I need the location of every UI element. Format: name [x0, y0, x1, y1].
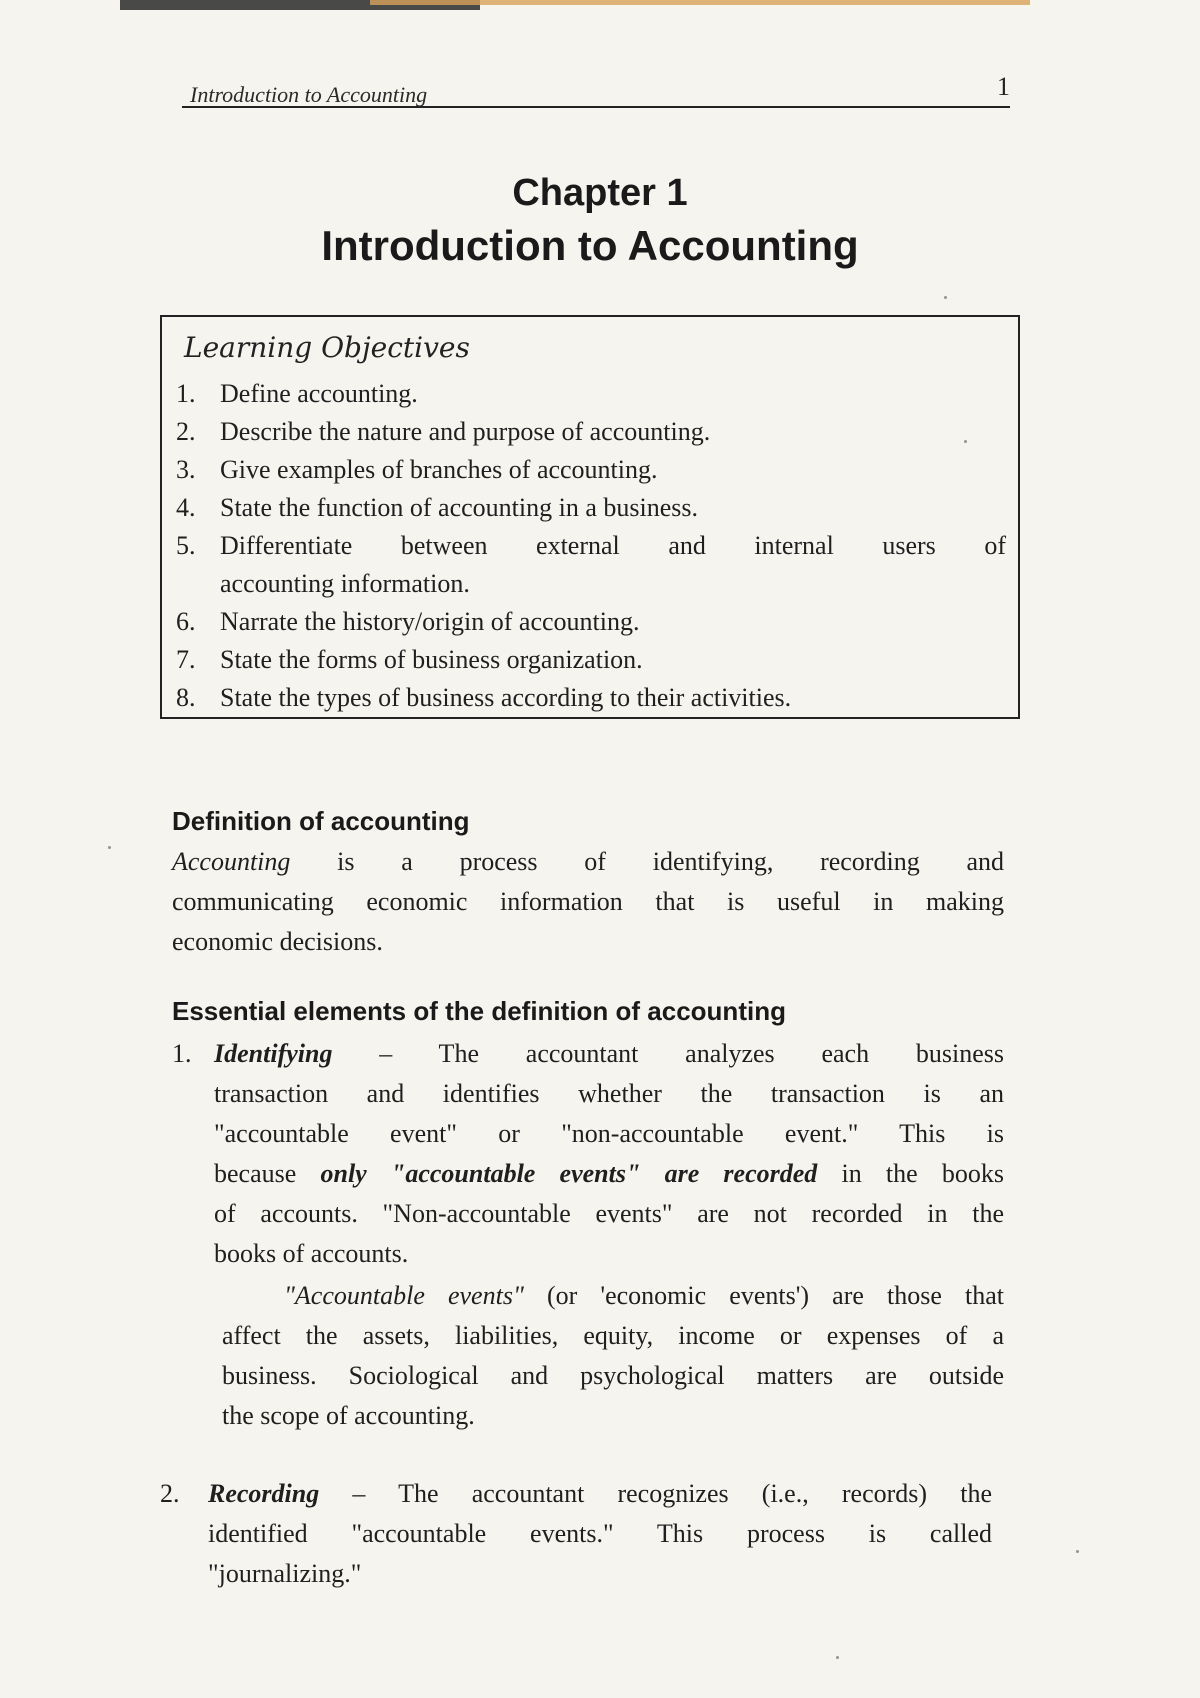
objective-number: 6.	[176, 607, 196, 636]
chapter-label: Chapter 1	[512, 172, 688, 214]
objective-number: 4.	[176, 493, 196, 522]
note-line	[222, 1276, 1004, 1316]
note-text: (or 'economic events') are those that	[523, 1281, 1004, 1310]
element-line	[214, 1154, 1004, 1194]
element-number: 2.	[160, 1479, 180, 1508]
element-line: books of accounts.	[214, 1239, 409, 1268]
objective-item	[176, 641, 1006, 679]
objective-number: 2.	[176, 417, 196, 446]
objective-text: Define accounting.	[220, 379, 418, 408]
element-text: – The accountant recognizes (i.e., records) the	[319, 1479, 992, 1508]
element-line: "journalizing."	[208, 1559, 362, 1588]
objective-text: State the function of accounting in a business.	[220, 493, 699, 522]
objective-item	[176, 413, 1006, 451]
objective-number: 8.	[176, 683, 196, 712]
running-header	[182, 72, 1010, 108]
note-line: the scope of accounting.	[222, 1401, 475, 1430]
definition-text: is a process of identifying, recording and	[290, 847, 1004, 876]
element-text: because	[214, 1159, 321, 1188]
element-line: identified "accountable events." This process is called	[208, 1519, 992, 1548]
objective-number: 5.	[176, 531, 196, 560]
definition-line	[172, 842, 1004, 882]
learning-objectives-box	[160, 315, 1020, 719]
objective-text-line: accounting information.	[220, 569, 470, 598]
running-title: Introduction to Accounting	[190, 82, 428, 107]
definition-line: economic decisions.	[172, 927, 383, 956]
element-line	[208, 1474, 992, 1514]
element-body	[214, 1034, 1004, 1274]
element-line: transaction and identifies whether the transaction is an	[214, 1079, 1004, 1108]
objectives-list	[176, 375, 1006, 717]
objective-item	[176, 375, 1006, 413]
objective-text: State the types of business according to their activities.	[220, 683, 792, 712]
scan-speck	[964, 440, 967, 443]
accountable-events-term: "Accountable events"	[284, 1281, 524, 1310]
element-line	[214, 1034, 1004, 1074]
objective-item	[176, 489, 1006, 527]
objective-text: Describe the nature and purpose of accounting.	[220, 417, 711, 446]
element-line: "accountable event" or "non-accountable event." This is	[214, 1119, 1004, 1148]
identifying-term: Identifying	[214, 1039, 333, 1068]
definition-heading: Definition of accounting	[172, 806, 470, 836]
objective-text-line: Differentiate between external and internal users of	[220, 531, 1006, 560]
element-text: – The accountant analyzes each business	[332, 1039, 1004, 1068]
scan-speck	[1076, 1550, 1079, 1553]
objective-text: Give examples of branches of accounting.	[220, 455, 658, 484]
element-line: of accounts. "Non-accountable events" are not recorded in the	[214, 1199, 1004, 1228]
element-text: in the books	[817, 1159, 1004, 1188]
objective-item	[176, 527, 1006, 603]
page-number: 1	[997, 72, 1010, 101]
definition-paragraph	[172, 842, 1004, 962]
chapter-title: Introduction to Accounting	[321, 222, 859, 269]
objective-item	[176, 603, 1006, 641]
emphasis-text: only "accountable events" are recorded	[320, 1159, 818, 1188]
objective-number: 1.	[176, 379, 196, 408]
accountable-events-note	[222, 1276, 1004, 1436]
objective-item	[176, 679, 1006, 717]
scan-speck	[836, 1656, 839, 1659]
objectives-heading: Learning Objectives	[184, 331, 470, 364]
definition-line: communicating economic information that is useful in making	[172, 887, 1004, 916]
elements-heading: Essential elements of the definition of accounting	[172, 996, 786, 1026]
objective-item	[176, 451, 1006, 489]
objective-text: State the forms of business organization.	[220, 645, 643, 674]
objective-number: 3.	[176, 455, 196, 484]
element-number: 1.	[172, 1039, 192, 1068]
note-line: affect the assets, liabilities, equity, income or expenses of a	[222, 1321, 1004, 1350]
scan-speck	[108, 846, 111, 849]
recording-term: Recording	[208, 1479, 320, 1508]
objective-text: Narrate the history/origin of accounting.	[220, 607, 640, 636]
note-line: business. Sociological and psychological matters are outside	[222, 1361, 1004, 1390]
scan-edge-tape	[370, 0, 1030, 5]
accounting-term: Accounting	[172, 847, 291, 876]
scan-speck	[944, 296, 947, 299]
objective-number: 7.	[176, 645, 196, 674]
element-body	[208, 1474, 992, 1594]
